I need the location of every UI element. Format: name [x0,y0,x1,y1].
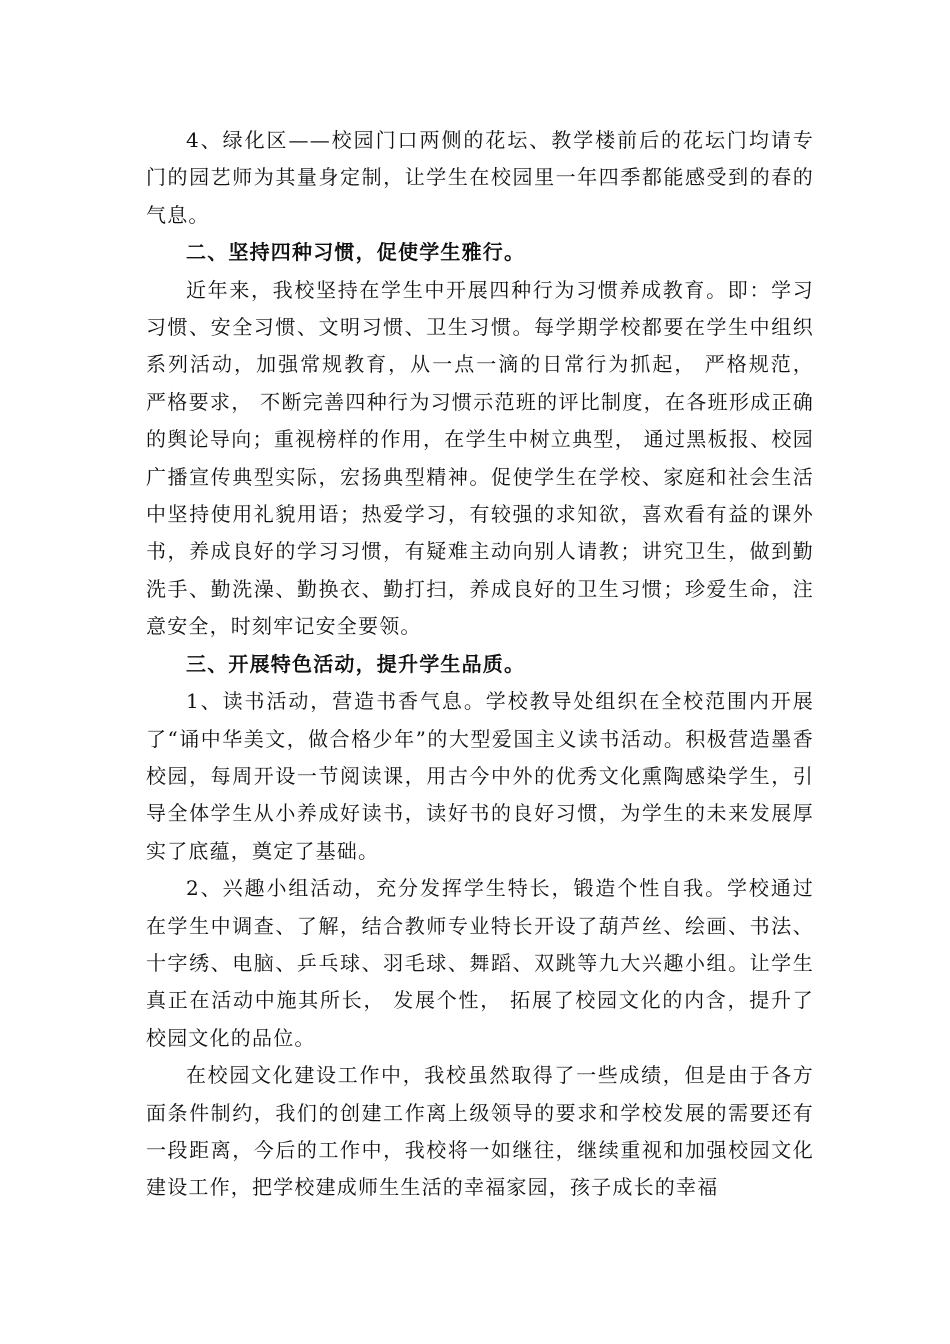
paragraph-conclusion: 在校园文化建设工作中，我校虽然取得了一些成绩，但是由于各方面条件制约，我们的创建工作离上级领导的要求和学校发展的需要还有一段距离，今后的工作中，我校将一如继往，继续重视和加强校园文化建设工作，把学校建成师生生活的幸福家园，孩子成长的幸福 [146,1063,814,1200]
paragraph-interest-groups: 2、兴趣小组活动，充分发挥学生特长，锻造个性自我。学校通过在学生中调查、了解，结合教师专业特长开设了葫芦丝、绘画、书法、十字绣、电脑、乒乓球、羽毛球、舞蹈、双跳等九大兴趣小组。让学生真正在活动中施其所长， 发展个性， 拓展了校园文化的内含，提升了校园文化的品位。 [146,876,814,1050]
paragraph-reading-activity: 1、读书活动，营造书香气息。学校教导处组织在全校范围内开展了“诵中华美文，做合格少年”的大型爱国主义读书活动。积极营造墨香校园，每周开设一节阅读课，用古今中外的优秀文化熏陶感染学生，引导全体学生从小养成好读书，读好书的良好习惯，为学生的未来发展厚实了底蕴，奠定了基础。 [146,689,814,863]
paragraph-four-habits: 近年来，我校坚持在学生中开展四种行为习惯养成教育。即：学习习惯、安全习惯、文明习惯、卫生习惯。每学期学校都要在学生中组织系列活动，加强常规教育，从一点一滴的日常行为抓起， 严格规范， 严格要求， 不断完善四种行为习惯示范班的评比制度，在各班形成正确的舆论导向；重视榜样的作用，在学生中树立典型， 通过黑板报、校园广播宣传典型实际，宏扬典型精神。促使学生在学校、家庭和社会生活中坚持使用礼貌用语；热爱学习，有较强的求知欲，喜欢看有益的课外书，养成良好的学习习惯，有疑难主动向别人请教；讲究卫生，做到勤洗手、勤洗澡、勤换衣、勤打扫，养成良好的卫生习惯；珍爱生命，注意安全，时刻牢记安全要领。 [146,277,814,639]
section-heading-activities: 三、开展特色活动，提升学生品质。 [186,651,526,676]
section-heading-habits: 二、坚持四种习惯，促使学生雅行。 [186,240,526,265]
paragraph-greening-area: 4、绿化区——校园门口两侧的花坛、教学楼前后的花坛门均请专门的园艺师为其量身定制，让学生在校园里一年四季都能感受到的春的气息。 [146,128,814,227]
